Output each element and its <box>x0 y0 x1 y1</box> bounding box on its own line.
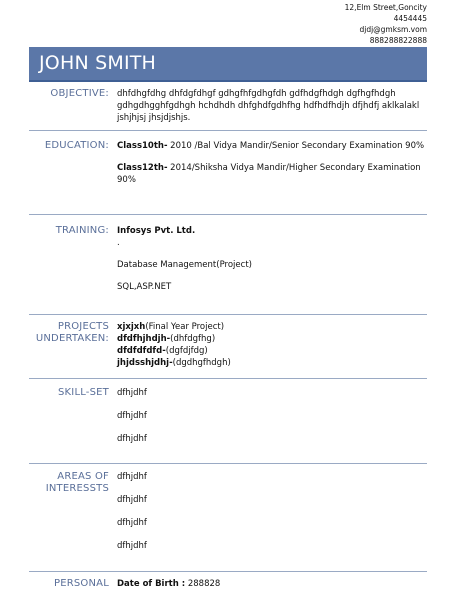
skill-item: dfhjdhf <box>117 434 147 444</box>
projects-label-line1: PROJECTS <box>57 321 109 332</box>
skills-content <box>117 387 425 445</box>
education-item-text: 2010 /Bal Vidya Mandir/Senior Secondary Examination 90% <box>167 141 425 151</box>
section-divider <box>29 463 427 464</box>
project-item-text: (dgfdjfdg) <box>165 346 208 356</box>
section-divider <box>29 130 427 131</box>
education-item-title: Class12th- <box>117 163 168 173</box>
education-item-title: Class10th- <box>117 141 168 151</box>
project-item-title: xjxjxh <box>117 322 146 332</box>
interests-content <box>117 471 425 552</box>
dob-line <box>117 578 425 590</box>
candidate-name: JOHN SMITH <box>39 52 157 74</box>
section-divider <box>29 378 427 379</box>
personal-content <box>117 578 425 590</box>
section-divider <box>29 214 427 215</box>
interests-label-line2: INTERESSTS <box>45 483 109 494</box>
objective-label: OBJECTIVE: <box>50 88 109 99</box>
contact-phone: 4454445 <box>393 14 427 23</box>
personal-label: PERSONAL <box>53 578 109 589</box>
training-company <box>117 225 425 237</box>
project-item-title: dfdfhjhdjh- <box>117 334 171 344</box>
interests-label-line1: AREAS OF <box>57 471 109 482</box>
projects-label-line2: UNDERTAKEN: <box>35 333 109 344</box>
objective-text: dhfdhgfdhg dhfdgfdhgf gdhgfhfgdhgfdh gdfhdgfhdgh dgfhgfhdgh gdhgdhgghfgdhgh hchdhdh dhfghdfgdhfhg hdfhdfhdjh dfjhdfj aklkalakl jshjhjsj jhsjdjshjs. <box>117 89 420 123</box>
project-item <box>117 333 425 345</box>
interest-item: dfhjdhf <box>117 495 147 505</box>
projects-content <box>117 321 425 369</box>
education-item-text: 2014/Shiksha Vidya Mandir/Higher Secondary Examination 90% <box>117 163 421 185</box>
project-item <box>117 357 425 369</box>
skill-item: dfhjdhf <box>117 388 147 398</box>
skills-label: SKILL-SET <box>57 387 109 398</box>
contact-mobile: 888288822888 <box>369 36 427 45</box>
interest-item: dfhjdhf <box>117 518 147 528</box>
dob-label: Date of Birth : <box>117 579 186 589</box>
training-dot: . <box>117 238 120 248</box>
contact-email: djdj@gmksm.vom <box>359 25 427 34</box>
name-banner <box>29 47 427 82</box>
project-item <box>117 345 425 357</box>
contact-block <box>227 2 427 46</box>
education-item <box>117 162 425 186</box>
project-item-text: (dhfdgfhg) <box>170 334 216 344</box>
training-company-name: Infosys Pvt. Ltd. <box>117 226 196 236</box>
interest-item: dfhjdhf <box>117 541 147 551</box>
project-item-text: (dgdhgfhdgh) <box>172 358 231 368</box>
training-label: TRAINING: <box>55 225 109 236</box>
training-project: Database Management(Project) <box>117 260 252 270</box>
section-divider <box>29 571 427 572</box>
skill-item: dfhjdhf <box>117 411 147 421</box>
dob-value: 288828 <box>185 579 221 589</box>
education-label: EDUCATION: <box>44 140 109 151</box>
interests-label <box>29 471 109 495</box>
project-item <box>117 321 425 333</box>
objective-content <box>117 88 425 124</box>
training-content <box>117 225 425 293</box>
training-tech: SQL,ASP.NET <box>117 282 172 292</box>
project-item-title: jhjdsshjdhj- <box>117 358 173 368</box>
project-item-text: (Final Year Project) <box>145 322 225 332</box>
education-content <box>117 140 425 186</box>
section-divider <box>29 314 427 315</box>
contact-address: 12,Elm Street,Goncity <box>344 3 427 12</box>
projects-label <box>29 321 109 345</box>
interest-item: dfhjdhf <box>117 472 147 482</box>
education-item <box>117 140 425 152</box>
project-item-title: dfdfdfdfd- <box>117 346 166 356</box>
